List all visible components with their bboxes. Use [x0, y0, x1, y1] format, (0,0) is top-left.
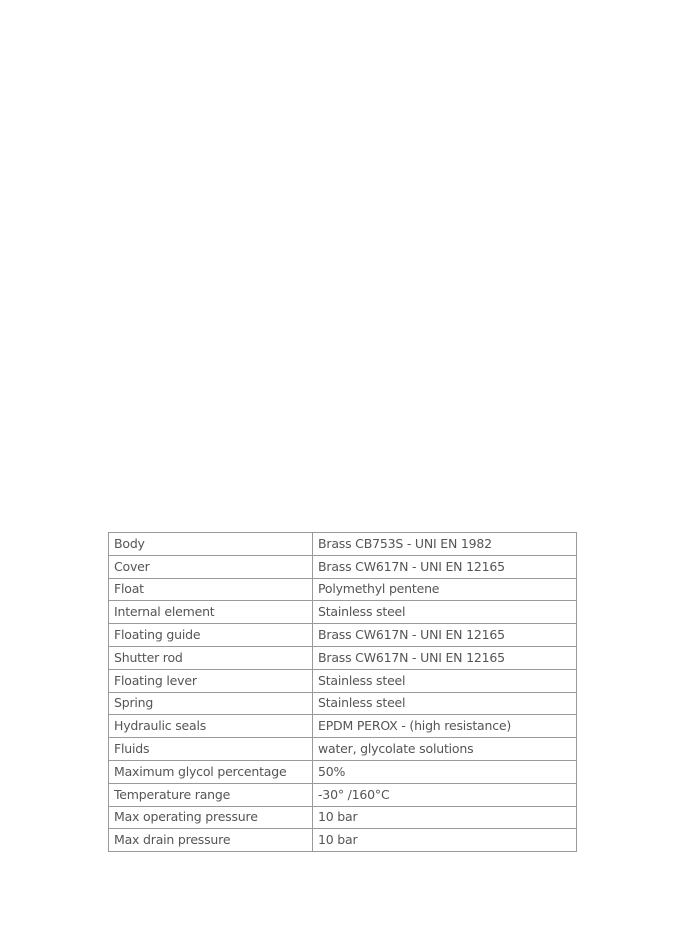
property-cell: Maximum glycol percentage — [109, 760, 313, 783]
property-cell: Cover — [109, 555, 313, 578]
property-cell: Max operating pressure — [109, 806, 313, 829]
property-cell: Temperature range — [109, 783, 313, 806]
property-cell: Float — [109, 578, 313, 601]
table-row — [109, 715, 577, 738]
value-cell: Polymethyl pentene — [313, 578, 577, 601]
value-cell: Brass CW617N - UNI EN 12165 — [313, 646, 577, 669]
table-row — [109, 783, 577, 806]
table-row — [109, 578, 577, 601]
specifications-table — [108, 532, 577, 852]
value-cell: -30° /160°C — [313, 783, 577, 806]
value-cell: 50% — [313, 760, 577, 783]
property-cell: Spring — [109, 692, 313, 715]
value-cell: water, glycolate solutions — [313, 738, 577, 761]
value-cell: Brass CW617N - UNI EN 12165 — [313, 624, 577, 647]
value-cell: Brass CW617N - UNI EN 12165 — [313, 555, 577, 578]
table-row — [109, 692, 577, 715]
table-row — [109, 555, 577, 578]
value-cell: 10 bar — [313, 806, 577, 829]
table-row — [109, 760, 577, 783]
property-cell: Floating guide — [109, 624, 313, 647]
table-row — [109, 738, 577, 761]
value-cell: Stainless steel — [313, 601, 577, 624]
property-cell: Hydraulic seals — [109, 715, 313, 738]
property-cell: Floating lever — [109, 669, 313, 692]
table-row — [109, 829, 577, 852]
table-row — [109, 806, 577, 829]
table-row — [109, 533, 577, 556]
table-row — [109, 669, 577, 692]
property-cell: Max drain pressure — [109, 829, 313, 852]
value-cell: 10 bar — [313, 829, 577, 852]
property-cell: Shutter rod — [109, 646, 313, 669]
value-cell: EPDM PEROX - (high resistance) — [313, 715, 577, 738]
property-cell: Body — [109, 533, 313, 556]
value-cell: Brass CB753S - UNI EN 1982 — [313, 533, 577, 556]
property-cell: Internal element — [109, 601, 313, 624]
value-cell: Stainless steel — [313, 669, 577, 692]
table-row — [109, 601, 577, 624]
specifications-table-body — [109, 533, 577, 852]
table-row — [109, 646, 577, 669]
table-row — [109, 624, 577, 647]
value-cell: Stainless steel — [313, 692, 577, 715]
property-cell: Fluids — [109, 738, 313, 761]
